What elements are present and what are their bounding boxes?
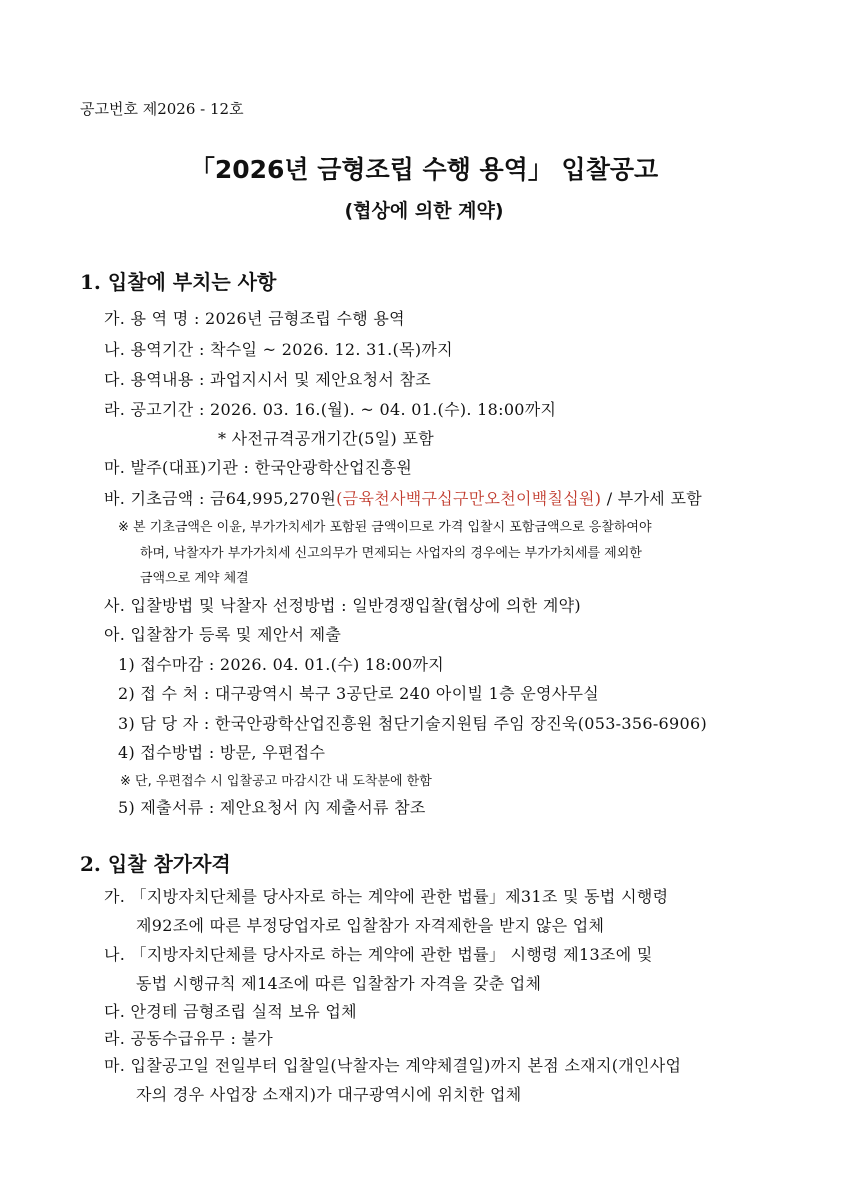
s1-sub-5: 5) 제출서류 : 제안요청서 內 제출서류 참조 bbox=[118, 798, 426, 817]
section2-heading: 2. 입찰 참가자격 bbox=[80, 852, 231, 876]
s1-item-ra-note: * 사전규격공개기간(5일) 포함 bbox=[218, 429, 434, 448]
document-title: 「2026년 금형조립 수행 용역」 입찰공고 bbox=[189, 155, 659, 184]
s1-item-ba-note-3: 금액으로 계약 체결 bbox=[140, 571, 249, 586]
s1-item-ba-prefix: 바. 기초금액 : 금64,995,270원 bbox=[104, 489, 337, 508]
s2-item-na-1: 나. 「지방자치단체를 당사자로 하는 계약에 관한 법률」 시행령 제13조에 및 bbox=[104, 945, 653, 964]
s2-item-ma-2: 자의 경우 사업장 소재지)가 대구광역시에 위치한 업체 bbox=[136, 1085, 522, 1104]
s1-item-ba-korean-amount: (금육천사백구십구만오천이백칠십원) bbox=[336, 489, 602, 508]
s2-item-ga-1: 가. 「지방자치단체를 당사자로 하는 계약에 관한 법률」제31조 및 동법 시행령 bbox=[104, 887, 669, 906]
s2-item-da: 다. 안경테 금형조립 실적 보유 업체 bbox=[104, 1002, 357, 1021]
s1-item-da: 다. 용역내용 : 과업지시서 및 제안요청서 참조 bbox=[104, 370, 432, 389]
s1-sub-3: 3) 담 당 자 : 한국안광학산업진흥원 첨단기술지원팀 주임 장진욱(053-356-6906) bbox=[118, 714, 707, 733]
s1-item-ba bbox=[104, 486, 702, 509]
s1-item-ma: 마. 발주(대표)기관 : 한국안광학산업진흥원 bbox=[104, 458, 413, 477]
s1-item-sa: 사. 입찰방법 및 낙찰자 선정방법 : 일반경쟁입찰(협상에 의한 계약) bbox=[104, 596, 581, 615]
s2-item-ra: 라. 공동수급유무 : 불가 bbox=[104, 1029, 274, 1048]
s1-sub-4-note: ※ 단, 우편접수 시 입찰공고 마감시간 내 도착분에 한함 bbox=[120, 774, 432, 789]
s1-sub-4: 4) 접수방법 : 방문, 우편접수 bbox=[118, 743, 326, 762]
s1-item-ra: 라. 공고기간 : 2026. 03. 16.(월). ~ 04. 01.(수). 18:00까지 bbox=[104, 400, 557, 419]
s2-item-ga-2: 제92조에 따른 부정당업자로 입찰참가 자격제한을 받지 않은 업체 bbox=[136, 916, 605, 935]
s1-item-ba-note-2: 하며, 낙찰자가 부가가치세 신고의무가 면제되는 사업자의 경우에는 부가가치세를 제외한 bbox=[140, 546, 642, 561]
s1-sub-1: 1) 접수마감 : 2026. 04. 01.(수) 18:00까지 bbox=[118, 655, 445, 674]
s1-item-ba-note-1: ※ 본 기초금액은 이윤, 부가가치세가 포함된 금액이므로 가격 입찰시 포함금액으로 응찰하여야 bbox=[118, 520, 652, 535]
s1-item-ba-suffix: / 부가세 포함 bbox=[601, 489, 702, 508]
s2-item-na-2: 동법 시행규칙 제14조에 따른 입찰참가 자격을 갖춘 업체 bbox=[136, 974, 542, 993]
notice-number: 공고번호 제2026 - 12호 bbox=[80, 100, 244, 118]
s2-item-ma-1: 마. 입찰공고일 전일부터 입찰일(낙찰자는 계약체결일)까지 본점 소재지(개인사업 bbox=[104, 1056, 682, 1075]
s1-item-ga: 가. 용 역 명 : 2026년 금형조립 수행 용역 bbox=[104, 309, 405, 328]
section1-heading: 1. 입찰에 부치는 사항 bbox=[80, 270, 277, 294]
document-subtitle: (협상에 의한 계약) bbox=[344, 200, 504, 222]
s1-sub-2: 2) 접 수 처 : 대구광역시 북구 3공단로 240 아이빌 1층 운영사무실 bbox=[118, 684, 599, 703]
s1-item-a: 아. 입찰참가 등록 및 제안서 제출 bbox=[104, 625, 342, 644]
s1-item-na: 나. 용역기간 : 착수일 ~ 2026. 12. 31.(목)까지 bbox=[104, 340, 453, 359]
